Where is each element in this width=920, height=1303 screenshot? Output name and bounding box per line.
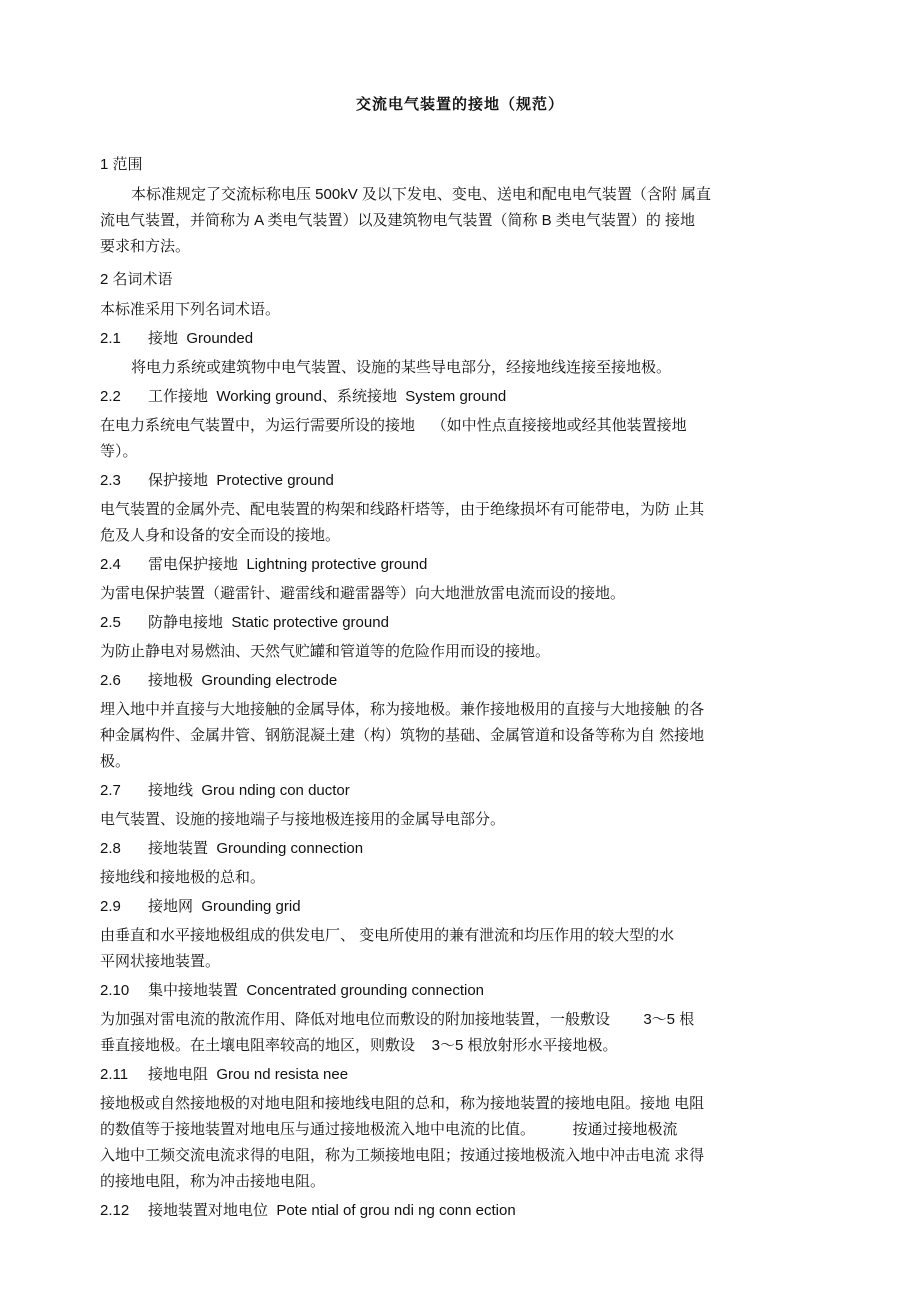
- term-heading: [100, 1062, 820, 1088]
- term-heading: [100, 468, 820, 494]
- text-line: 埋入地中并直接与大地接触的金属导体，称为接地极。兼作接地极用的直接与大地接触 的各: [100, 701, 705, 718]
- text-line: 的接地电阻，称为冲击接地电阻。: [100, 1173, 326, 1190]
- term-heading: [100, 610, 820, 636]
- text-line: 等）。: [100, 443, 138, 460]
- paragraph: [100, 807, 820, 833]
- text-line: 种金属构件、金属井管、钢筋混凝土建（构）筑物的基础、金属管道和设备等称为自 然接地: [100, 727, 705, 744]
- paragraph: [100, 639, 820, 665]
- term-text: 接地装置对地电位 Pote ntial of grou ndi ng conn ection: [148, 1202, 516, 1219]
- text-line: 本标准采用下列名词术语。: [100, 301, 281, 318]
- term-number: 2.8: [100, 840, 121, 857]
- text-line: 为加强对雷电流的散流作用、降低对地电位而敷设的附加接地装置，一般敷设 3～5 根: [100, 1011, 695, 1028]
- paragraph: [100, 355, 820, 381]
- text-line: 由垂直和水平接地极组成的供发电厂、 变电所使用的兼有泄流和均压作用的较大型的水: [100, 927, 675, 944]
- section-heading: 1 范围: [100, 156, 143, 173]
- paragraph: [100, 413, 820, 465]
- term-heading: [100, 668, 820, 694]
- term-heading: [100, 552, 820, 578]
- term-heading: [100, 836, 820, 862]
- text-line: 平网状接地装置。: [100, 953, 221, 970]
- term-text: 接地线 Grou nding con ductor: [148, 782, 350, 799]
- term-heading: [100, 778, 820, 804]
- term-heading: [100, 326, 820, 352]
- section-heading: 2 名词术语: [100, 271, 173, 288]
- term-number: 2.2: [100, 388, 121, 405]
- term-number: 2.1: [100, 330, 121, 347]
- term-text: 防静电接地 Static protective ground: [148, 614, 389, 631]
- term-number: 2.10: [100, 982, 130, 999]
- paragraph: [100, 865, 820, 891]
- paragraph: [100, 581, 820, 607]
- paragraph: [100, 1091, 820, 1195]
- paragraph: [100, 182, 820, 260]
- text-line: 电气装置、设施的接地端子与接地极连接用的金属导电部分。: [100, 811, 506, 828]
- term-number: 2.9: [100, 898, 121, 915]
- term-text: 雷电保护接地 Lightning protective ground: [148, 556, 428, 573]
- term-text: 接地网 Grounding grid: [148, 898, 301, 915]
- text-line: 电气装置的金属外壳、配电装置的构架和线路杆塔等，由于绝缘损坏有可能带电，为防 止其: [100, 501, 705, 518]
- term-heading: [100, 894, 820, 920]
- term-number: 2.4: [100, 556, 121, 573]
- term-heading: [100, 384, 820, 410]
- term-text: 接地 Grounded: [148, 330, 254, 347]
- term-number: 2.11: [100, 1066, 129, 1083]
- text-line: 为防止静电对易燃油、天然气贮罐和管道等的危险作用而设的接地。: [100, 643, 551, 660]
- text-line: 入地中工频交流电流求得的电阻，称为工频接地电阻；按通过接地极流入地中冲击电流 求得: [100, 1147, 705, 1164]
- term-text: 保护接地 Protective ground: [148, 472, 334, 489]
- text-line: 本标准规定了交流标称电压 500kV 及以下发电、变电、送电和配电电气装置（含附 属直: [131, 186, 712, 203]
- text-line: 接地线和接地极的总和。: [100, 869, 266, 886]
- paragraph: [100, 1007, 820, 1059]
- term-text: 接地电阻 Grou nd resista nee: [148, 1066, 349, 1083]
- text-line: 接地极或自然接地极的对地电阻和接地线电阻的总和，称为接地装置的接地电阻。接地 电阻: [100, 1095, 705, 1112]
- page-title: 交流电气装置的接地（规范）: [355, 96, 564, 113]
- term-text: 接地装置 Grounding connection: [148, 840, 364, 857]
- document-blocks: [100, 152, 820, 1224]
- text-line: 危及人身和设备的安全而设的接地。: [100, 527, 341, 544]
- text-line: 在电力系统电气装置中，为运行需要所设的接地 （如中性点直接接地或经其他装置接地: [100, 417, 687, 434]
- text-line: 的数值等于接地装置对地电压与通过接地极流入地中电流的比值。 按通过接地极流: [100, 1121, 678, 1138]
- term-text: 工作接地 Working ground、系统接地 System ground: [148, 388, 507, 405]
- term-number: 2.6: [100, 672, 121, 689]
- text-line: 流电气装置，并简称为 A 类电气装置）以及建筑物电气装置（简称 B 类电气装置）的 接地: [100, 212, 696, 229]
- paragraph: [100, 697, 820, 775]
- text-line: 要求和方法。: [100, 238, 191, 255]
- text-line: 极。: [100, 753, 131, 770]
- term-number: 2.12: [100, 1202, 130, 1219]
- term-heading: [100, 1198, 820, 1224]
- term-heading: [100, 978, 820, 1004]
- term-number: 2.7: [100, 782, 121, 799]
- term-number: 2.3: [100, 472, 121, 489]
- paragraph: [100, 297, 820, 323]
- paragraph: [100, 923, 820, 975]
- paragraph: [100, 497, 820, 549]
- text-line: 将电力系统或建筑物中电气装置、设施的某些导电部分，经接地线连接至接地极。: [131, 359, 672, 376]
- term-text: 接地极 Grounding electrode: [148, 672, 338, 689]
- text-line: 为雷电保护装置（避雷针、避雷线和避雷器等）向大地泄放雷电流而设的接地。: [100, 585, 626, 602]
- text-line: 垂直接地极。在土壤电阻率较高的地区，则敷设 3～5 根放射形水平接地极。: [100, 1037, 618, 1054]
- term-number: 2.5: [100, 614, 121, 631]
- term-text: 集中接地装置 Concentrated grounding connection: [148, 982, 485, 999]
